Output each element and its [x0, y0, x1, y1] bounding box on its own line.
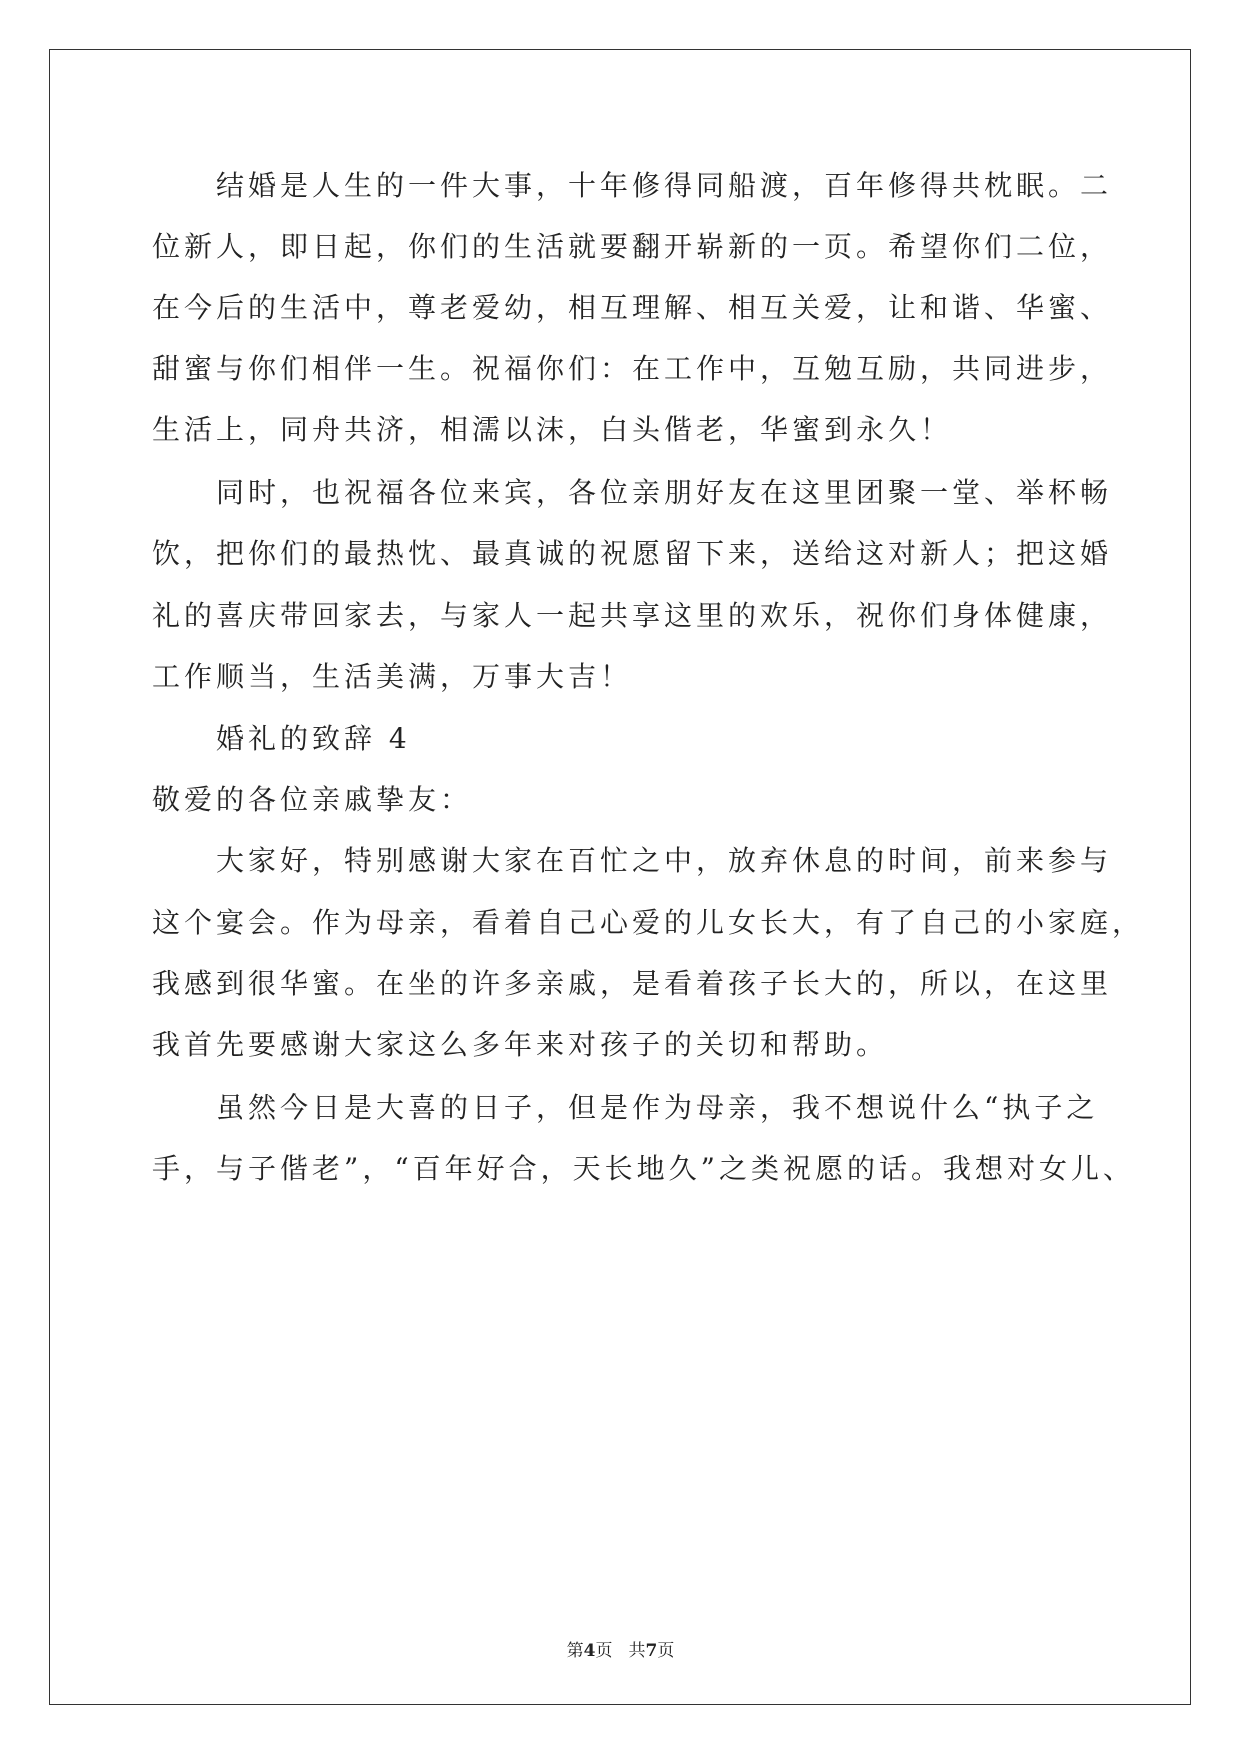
paragraph-1-line-4: 甜蜜与你们相伴一生。祝福你们：在工作中，互勉互励，共同进步，: [152, 352, 1113, 385]
page-footer: [0, 1640, 1241, 1662]
paragraph-1-line-3: 在今后的生活中，尊老爱幼，相互理解、相互关爱，让和谐、华蜜、: [152, 291, 1113, 324]
section-title: 婚礼的致辞 4: [216, 722, 411, 755]
paragraph-2-line-3: 礼的喜庆带回家去，与家人一起共享这里的欢乐，祝你们身体健康，: [152, 599, 1113, 632]
paragraph-2-line-1: 同时，也祝福各位来宾，各位亲朋好友在这里团聚一堂、举杯畅: [216, 476, 1113, 509]
paragraph-3-line-2: 这个宴会。作为母亲，看着自己心爱的儿女长大，有了自己的小家庭，: [152, 906, 1145, 939]
paragraph-2-line-4: 工作顺当，生活美满，万事大吉！: [152, 660, 633, 693]
paragraph-1-line-2: 位新人，即日起，你们的生活就要翻开崭新的一页。希望你们二位，: [152, 230, 1113, 263]
paragraph-4-line-1: 虽然今日是大喜的日子，但是作为母亲，我不想说什么“执子之: [216, 1091, 1099, 1124]
footer-page-suffix: 页: [595, 1641, 613, 1661]
paragraph-1-line-1: 结婚是人生的一件大事，十年修得同船渡，百年修得共枕眠。二: [216, 169, 1113, 202]
paragraph-3-line-1: 大家好，特别感谢大家在百忙之中，放弃休息的时间，前来参与: [216, 844, 1113, 877]
paragraph-3-line-4: 我首先要感谢大家这么多年来对孩子的关切和帮助。: [152, 1028, 889, 1061]
footer-total-prefix: 共: [628, 1641, 646, 1661]
current-page-number: 4: [583, 1641, 596, 1661]
paragraph-2-line-2: 饮，把你们的最热忱、最真诚的祝愿留下来，送给这对新人；把这婚: [152, 537, 1113, 570]
paragraph-1-line-5: 生活上，同舟共济，相濡以沫，白头偕老，华蜜到永久！: [152, 413, 953, 446]
paragraph-3-line-3: 我感到很华蜜。在坐的许多亲戚，是看着孩子长大的，所以，在这里: [152, 967, 1113, 1000]
footer-prefix: 第: [566, 1641, 584, 1661]
paragraph-4-line-2: 手，与子偕老”，“百年好合，天长地久”之类祝愿的话。我想对女儿、: [152, 1152, 1135, 1185]
footer-total-suffix: 页: [657, 1641, 675, 1661]
total-pages-number: 7: [645, 1641, 658, 1661]
salutation: 敬爱的各位亲戚挚友：: [152, 783, 473, 816]
